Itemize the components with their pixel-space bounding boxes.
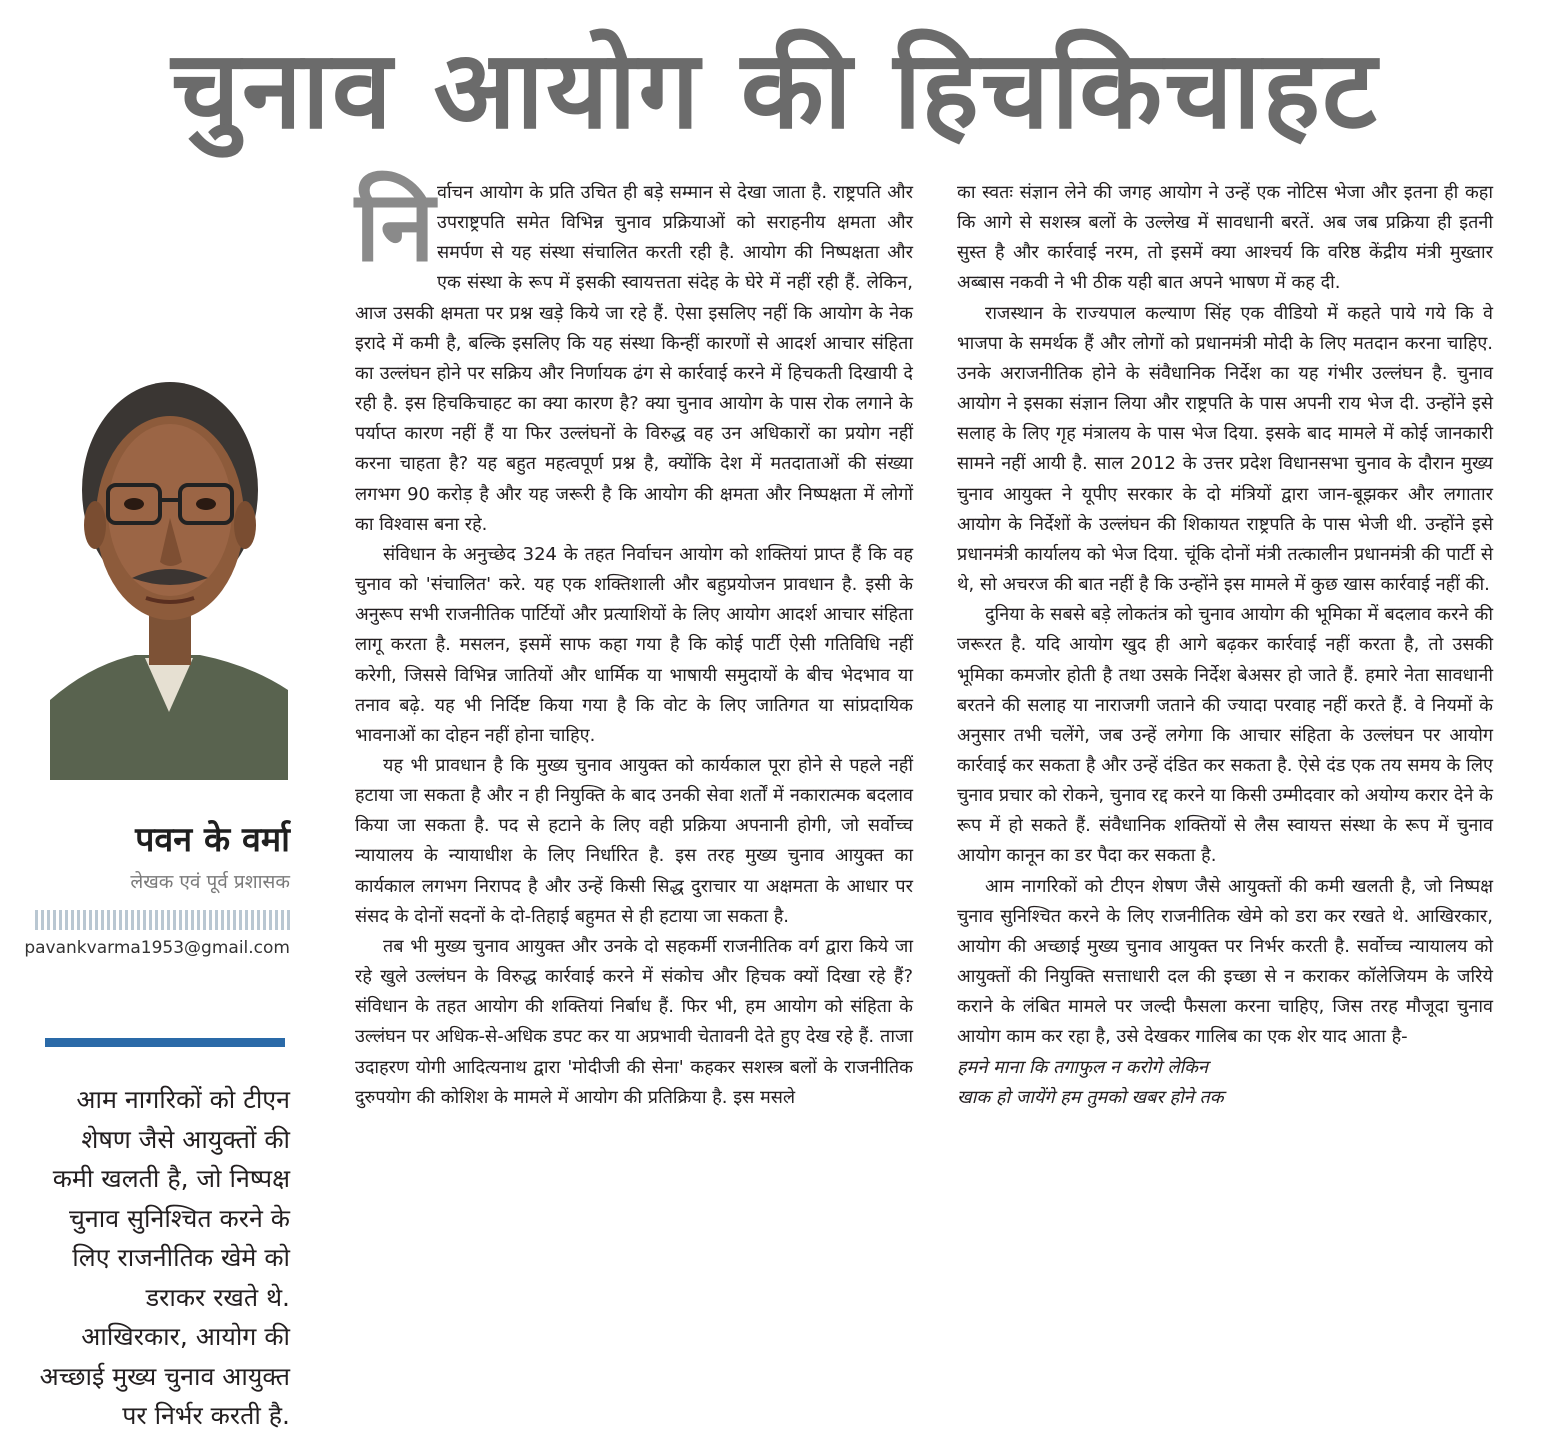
- paragraph: र्वाचन आयोग के प्रति उचित ही बड़े सम्मान से देखा जाता है. राष्ट्रपति और उपराष्ट्रपति समेत विभिन्न चुनाव प्रक्रियाओं को सराहनीय क्षमता और समर्पण से यह संस्था संचालित करती रही है. आयोग की निष्पक्षता और एक संस्था के रूप में इसकी स्वायत्तता संदेह के घेरे में नहीं रही हैं. लेकिन, आज उसकी क्षमता पर प्रश्न खड़े किये जा रहे हैं. ऐसा इसलिए नहीं कि आयोग के नेक इरादे में कमी है, बल्कि इसलिए कि यह संस्था किन्हीं कारणों से आदर्श आचार संहिता का उल्लंघन होने पर सक्रिय और निर्णायक ढंग से कार्रवाई करने में हिचकती दिखायी दे रही है. इस हिचकिचाहट का क्या कारण है? क्या चुनाव आयोग के पास रोक लगाने के पर्याप्त कारण नहीं हैं या फिर उल्लंघनों के विरुद्ध वह उन अधिकारों का प्रयोग नहीं करना चाहता है? यह बहुत महत्वपूर्ण प्रश्न है, क्योंकि देश में मतदाताओं की संख्या लगभग 90 करोड़ है और यह जरूरी है कि आयोग की क्षमता और निष्पक्षता में लोगों का विश्वास बना रहे.: [355, 182, 913, 535]
- article-column-2: [957, 178, 1493, 1113]
- headline: चुनाव आयोग की हिचकिचाहट: [171, 28, 1379, 153]
- paragraph: का स्वतः संज्ञान लेने की जगह आयोग ने उन्हें एक नोटिस भेजा और इतना ही कहा कि आगे से सशस्त्र बलों के उल्लेख में सावधानी बरतें. अब जब प्रक्रिया ही इतनी सुस्त है और कार्रवाई नरम, तो इसमें क्या आश्चर्य कि वरिष्ठ केंद्रीय मंत्री मुख्तार अब्बास नकवी ने भी ठीक यही बात अपने भाषण में कह दी.: [957, 182, 1493, 294]
- author-name: पवन के वर्मा: [135, 820, 290, 860]
- article-column-1: [355, 170, 913, 1113]
- verse-line: खाक हो जायेंगे हम तुमको खबर होने तक: [957, 1086, 1224, 1108]
- author-photo: [50, 340, 288, 800]
- blue-divider: [45, 1038, 285, 1047]
- paragraph: दुनिया के सबसे बड़े लोकतंत्र को चुनाव आयोग की भूमिका में बदलाव करने की जरूरत है. यदि आयोग खुद ही आगे बढ़कर कार्रवाई नहीं करता है, तो उसकी भूमिका कमजोर होती है तथा उसके निर्देश बेअसर हो जाते हैं. हमारे नेता सावधानी बरतने की सलाह या नाराजगी जताने की ज्यादा परवाह नहीं करते हैं. वे नियमों के अनुसार तभी चलेंगे, जब उन्हें लगेगा कि आचार संहिता के उल्लंघन पर आयोग कार्रवाई कर सकता है और उन्हें दंडित कर सकता है. ऐसे दंड एक तय समय के लिए चुनाव प्रचार को रोकने, चुनाव रद्द करने या किसी उम्मीदवार को अयोग्य करार देने के रूप में हो सकते हैं. संवैधानिक शक्तियों से लैस स्वायत्त संस्था के रूप में चुनाव आयोग कानून का डर पैदा कर सकता है.: [957, 604, 1493, 867]
- paragraph: तब भी मुख्य चुनाव आयुक्त और उनके दो सहकर्मी राजनीतिक वर्ग द्वारा किये जा रहे खुले उल्लंघन के विरुद्ध कार्रवाई करने में संकोच और हिचक क्यों दिखा रहे हैं? संविधान के तहत आयोग की शक्तियां निर्बाध हैं. फिर भी, हम आयोग को संहिता के उल्लंघन पर अधिक-से-अधिक डपट कर या अप्रभावी चेतावनी देते हुए देख रहे हैं. ताजा उदाहरण योगी आदित्यनाथ द्वारा 'मोदीजी की सेना' कहकर सशस्त्र बलों के राजनीतिक दुरुपयोग की कोशिश के मामले में आयोग की प्रतिक्रिया है. इस मसले: [355, 935, 913, 1108]
- verse-line: हमने माना कि तगाफुल न करोगे लेकिन: [957, 1056, 1208, 1078]
- paragraph: यह भी प्रावधान है कि मुख्य चुनाव आयुक्त को कार्यकाल पूरा होने से पहले नहीं हटाया जा सकता है और न ही नियुक्ति के बाद उनकी सेवा शर्तों में नकारात्मक बदलाव किया जा सकता है. पद से हटाने के लिए वही प्रक्रिया अपनानी होगी, जो सर्वोच्च न्यायालय के न्यायाधीश के लिए निर्धारित है. इस तरह मुख्य चुनाव आयुक्त का कार्यकाल लगभग निरापद है और उन्हें किसी सिद्ध दुराचार या अक्षमता के आधार पर संसद के दोनों सदनों के दो-तिहाई बहुमत से ही हटाया जा सकता है.: [355, 754, 913, 927]
- drop-cap: नि: [355, 170, 435, 284]
- author-email[interactable]: pavankvarma1953@gmail.com: [24, 938, 290, 958]
- author-portrait-image: [50, 340, 288, 800]
- paragraph: राजस्थान के राज्यपाल कल्याण सिंह एक वीडियो में कहते पाये गये कि वे भाजपा के समर्थक हैं और लोगों को प्रधानमंत्री मोदी के लिए मतदान करना चाहिए. उनके अराजनीतिक होने के संवैधानिक निर्देश का यह गंभीर उल्लंघन है. चुनाव आयोग ने इसका संज्ञान लिया और राष्ट्रपति के पास अपनी राय भेज दी. उन्होंने इसे सलाह के लिए गृह मंत्रालय के पास भेज दिया. इसके बाद मामले में कोई जानकारी सामने नहीं आयी है. साल 2012 के उत्तर प्रदेश विधानसभा चुनाव के दौरान मुख्य चुनाव आयुक्त ने यूपीए सरकार के दो मंत्रियों द्वारा जान-बूझकर और लगातार आयोग के निर्देशों के उल्लंघन की शिकायत राष्ट्रपति के पास भेजी थी. उन्होंने इसे प्रधानमंत्री कार्यालय को भेज दिया. चूंकि दोनों मंत्री तत्कालीन प्रधानमंत्री की पार्टी से थे, सो अचरज की बात नहीं है कि उन्होंने इस मामले में कुछ खास कार्रवाई नहीं की.: [957, 302, 1493, 596]
- author-role: लेखक एवं पूर्व प्रशासक: [130, 871, 290, 893]
- pull-quote: आम नागरिकों को टीएन शेषण जैसे आयुक्तों की कमी खलती है, जो निष्पक्ष चुनाव सुनिश्चित करने के लिए राजनीतिक खेमे को डराकर रखते थे. आखिरकार, आयोग की अच्छाई मुख्य चुनाव आयुक्त पर निर्भर करती है.: [39, 1085, 290, 1430]
- paragraph: संविधान के अनुच्छेद 324 के तहत निर्वाचन आयोग को शक्तियां प्राप्त हैं कि वह चुनाव को 'संचालित' करे. यह एक शक्तिशाली और बहुप्रयोजन प्रावधान है. इसी के अनुरूप सभी राजनीतिक पार्टियों और प्रत्याशियों के लिए आयोग आदर्श आचार संहिता लागू करता है. मसलन, इसमें साफ कहा गया है कि कोई पार्टी ऐसी गतिविधि नहीं करेगी, जिससे विभिन्न जातियों और धार्मिक या भाषायी समुदायों के बीच भेदभाव या तनाव बढ़े. यह भी निर्दिष्ट किया गया है कि वोट के लिए जातिगत या सांप्रदायिक भावनाओं का दोहन नहीं होना चाहिए.: [355, 543, 913, 746]
- dotted-divider: [35, 910, 290, 930]
- paragraph: आम नागरिकों को टीएन शेषण जैसे आयुक्तों की कमी खलती है, जो निष्पक्ष चुनाव सुनिश्चित करने के लिए राजनीतिक खेमे को डरा कर रखते थे. आखिरकार, आयोग की अच्छाई मुख्य चुनाव आयुक्त पर निर्भर करती है. सर्वोच्च न्यायालय को आयुक्तों की नियुक्ति सत्ताधारी दल की इच्छा से न कराकर कॉलेजियम के जरिये कराने के लंबित मामले पर जल्दी फैसला करना चाहिए, जिस तरह मौजूदा चुनाव आयोग काम कर रहा है, उसे देखकर गालिब का एक शेर याद आता है-: [957, 875, 1493, 1048]
- author-sidebar: [24, 180, 292, 1450]
